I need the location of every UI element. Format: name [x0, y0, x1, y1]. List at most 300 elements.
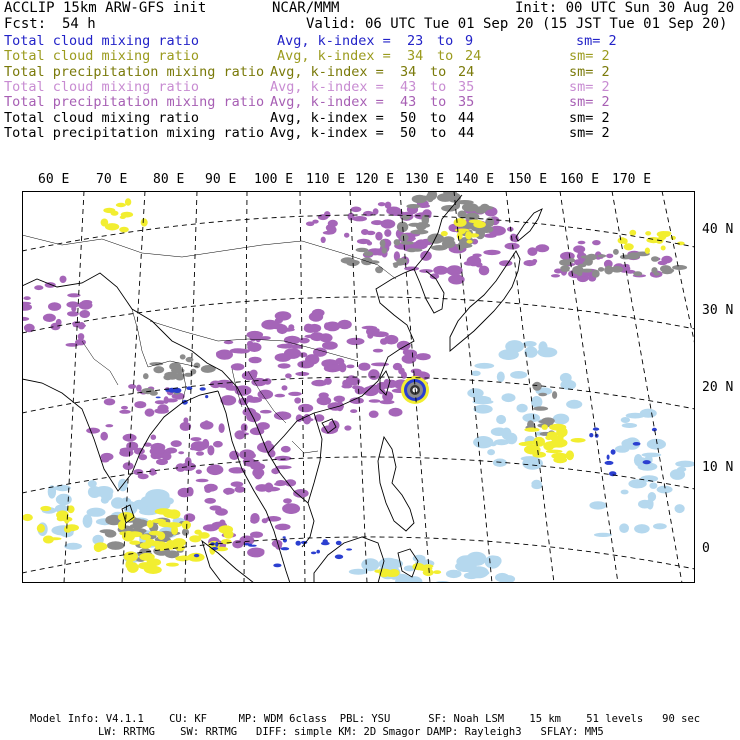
precip-cell — [532, 382, 541, 391]
precip-cell — [328, 220, 338, 227]
precip-cell — [483, 250, 500, 255]
field-k-start: 50 — [400, 124, 417, 141]
precip-cell — [196, 470, 202, 475]
precip-cell — [145, 409, 155, 417]
precip-cell — [437, 193, 453, 202]
precip-cell — [611, 449, 616, 454]
precip-cell — [250, 513, 259, 524]
precip-cell — [119, 410, 131, 414]
precip-cell — [101, 489, 113, 501]
precip-cell — [155, 400, 166, 404]
precip-cell — [366, 231, 375, 235]
precip-cell — [278, 363, 291, 368]
lon-label: 80 E — [153, 172, 185, 187]
precip-cell — [474, 405, 493, 414]
precip-cell — [347, 338, 365, 345]
precip-cell — [34, 285, 43, 290]
precip-cell — [285, 373, 292, 378]
field-k-end: 44 — [458, 124, 475, 141]
precip-cell — [412, 563, 424, 570]
field-smoothing: sm= 2 — [569, 124, 610, 141]
model-info-line1: Model Info: V4.1.1 CU: KF MP: WDM 6class PBL: YSU SF: Noah LSM 15 km 51 levels 90 sec — [30, 713, 701, 725]
precip-cell — [505, 243, 520, 250]
precip-cell — [322, 341, 338, 350]
precip-cell — [560, 373, 572, 383]
precip-cell — [672, 265, 687, 270]
precip-cell — [367, 241, 372, 245]
precip-cell — [566, 400, 582, 409]
precip-cell — [22, 514, 33, 521]
precip-cell — [288, 392, 302, 396]
precip-cell — [275, 311, 292, 320]
precip-cell — [675, 461, 695, 468]
precip-cell — [464, 572, 479, 579]
precip-cell — [311, 380, 327, 387]
precip-cell — [178, 451, 184, 454]
precip-cell — [363, 211, 374, 216]
precip-cell — [198, 532, 209, 539]
precip-cell — [140, 534, 151, 540]
precip-cell — [310, 332, 324, 341]
precip-cell — [494, 439, 509, 445]
precip-cell — [275, 394, 286, 398]
precip-cell — [130, 524, 144, 529]
precip-cell — [397, 341, 411, 351]
precip-cell — [568, 258, 575, 263]
field-k-start: 23 — [407, 33, 424, 49]
precip-cell — [274, 411, 291, 420]
precip-cell — [219, 525, 234, 534]
precip-cell — [328, 402, 344, 411]
precip-cell — [378, 202, 386, 206]
precip-cell — [43, 314, 56, 322]
precip-cell — [581, 269, 593, 273]
precip-cell — [433, 570, 441, 574]
precip-cell — [369, 399, 381, 403]
lon-label: 90 E — [205, 172, 237, 187]
precip-cell — [231, 481, 244, 487]
precip-cell — [262, 518, 268, 523]
precip-cell — [457, 232, 463, 240]
precip-cell — [406, 204, 420, 209]
precip-cell — [346, 365, 354, 369]
precip-cell — [128, 384, 136, 389]
precip-cell — [373, 349, 383, 353]
precip-cell — [66, 343, 79, 347]
precip-cell — [649, 483, 657, 489]
precip-cell — [368, 369, 380, 380]
precip-cell — [352, 385, 361, 389]
precip-cell — [339, 363, 347, 373]
precip-cell — [519, 442, 531, 446]
precip-cell — [56, 494, 72, 505]
precip-cell — [283, 536, 286, 538]
precip-cell — [171, 440, 182, 447]
field-smoothing: sm= 2 — [569, 109, 610, 126]
precip-cell — [79, 310, 90, 318]
precip-cell — [490, 556, 501, 566]
precip-cell — [40, 506, 51, 511]
fcst-value: 54 h — [62, 16, 96, 32]
precip-cell — [346, 548, 352, 550]
precip-cell — [207, 445, 214, 455]
precip-cell — [321, 237, 326, 243]
precip-cell — [125, 198, 131, 205]
precip-cell — [633, 271, 642, 276]
precip-cell — [313, 348, 327, 357]
precip-cell — [398, 368, 405, 375]
precip-cell — [123, 434, 137, 442]
precip-cell — [618, 237, 627, 244]
field-smoothing: sm= 2 — [569, 94, 610, 111]
precip-cell — [375, 232, 382, 241]
precip-cell — [275, 524, 291, 531]
precip-cell — [250, 427, 264, 435]
precip-cell — [154, 453, 162, 459]
precip-cell — [532, 259, 537, 263]
precip-cell — [316, 550, 320, 554]
precip-cell — [394, 239, 401, 245]
field-avg-label: Avg, k-index = — [270, 94, 384, 111]
precip-cell — [296, 541, 301, 546]
precip-cell — [60, 276, 67, 283]
field-k-end: 9 — [465, 33, 474, 49]
precip-cell — [260, 410, 272, 414]
precip-cell — [283, 498, 292, 503]
field-smoothing: sm= 2 — [569, 78, 610, 95]
precip-cell — [469, 220, 482, 224]
precip-cell — [199, 443, 206, 447]
precip-cell — [119, 449, 133, 457]
precip-cell — [385, 202, 392, 209]
precip-cell — [141, 496, 155, 507]
lon-label: 100 E — [254, 172, 294, 187]
precip-cell — [153, 366, 164, 373]
precip-cell — [159, 522, 173, 527]
field-smoothing: sm= 2 — [569, 63, 610, 80]
precip-cell — [224, 340, 234, 344]
precip-cell — [219, 423, 225, 433]
precip-cell — [255, 332, 261, 342]
precip-cell — [207, 465, 224, 476]
precip-cell — [190, 447, 198, 450]
precip-cell — [551, 274, 560, 277]
precip-cell — [441, 231, 448, 236]
precip-cell — [255, 484, 268, 492]
precip-cell — [281, 446, 291, 453]
precip-cell — [629, 230, 636, 236]
precip-cell — [393, 263, 398, 268]
precip-cell — [78, 333, 85, 340]
lat-label: 20 N — [702, 380, 734, 395]
lon-label: 60 E — [38, 172, 70, 187]
precip-cell — [633, 442, 641, 446]
precip-cell — [215, 508, 228, 515]
precip-cell — [597, 254, 606, 257]
precip-cell — [171, 525, 178, 535]
precip-cell — [194, 363, 201, 369]
precip-cell — [118, 521, 126, 530]
precip-cell — [366, 328, 373, 335]
precip-cell — [503, 575, 515, 583]
precip-cell — [478, 570, 489, 575]
precip-cell — [139, 454, 147, 460]
precip-cell — [109, 543, 119, 549]
precip-cell — [336, 541, 342, 545]
precip-cell — [282, 503, 300, 514]
precip-cell — [261, 320, 278, 330]
precip-cell — [456, 555, 477, 568]
precip-cell — [141, 218, 148, 226]
precip-cell — [350, 409, 357, 413]
precip-cell — [352, 216, 367, 221]
precip-cell — [670, 469, 685, 480]
lat-label: 40 N — [702, 222, 734, 237]
precip-cell — [303, 414, 311, 425]
precip-cell — [215, 542, 218, 547]
precip-cell — [419, 204, 430, 208]
field-name: Total precipitation mixing ratio — [4, 63, 265, 80]
precip-cell — [123, 462, 134, 470]
precip-cell — [561, 269, 570, 272]
precip-cell — [675, 504, 685, 513]
precip-cell — [344, 233, 349, 238]
precip-cell — [653, 523, 667, 529]
precip-cell — [651, 256, 659, 262]
precip-cell — [205, 395, 208, 398]
precip-cell — [124, 551, 138, 561]
precip-cell — [663, 231, 672, 236]
precip-cell — [571, 438, 586, 443]
precip-cell — [203, 420, 210, 429]
precip-cell — [100, 432, 108, 441]
precip-cell — [265, 441, 271, 446]
precip-cell — [140, 542, 152, 549]
precip-cell — [598, 267, 604, 272]
precip-cell — [149, 468, 156, 475]
precip-cell — [577, 271, 582, 276]
precip-cell — [277, 324, 288, 334]
precip-cell — [186, 386, 192, 390]
precip-cell — [589, 501, 606, 509]
precip-cell — [371, 331, 389, 337]
precip-cell — [433, 266, 448, 275]
precip-cell — [246, 397, 262, 403]
map-panel — [22, 191, 695, 583]
precip-cell — [204, 484, 218, 492]
field-avg-label: Avg, k-index = — [270, 109, 384, 126]
lon-label: 130 E — [405, 172, 445, 187]
precip-cell — [369, 411, 379, 418]
precip-cell — [276, 480, 287, 485]
precip-cell — [275, 456, 292, 461]
lon-label: 160 E — [560, 172, 600, 187]
field-k-end: 35 — [458, 78, 475, 95]
field-to: to — [430, 109, 447, 126]
precip-cell — [411, 369, 422, 374]
precip-cell — [464, 261, 475, 266]
precip-cell — [378, 569, 391, 575]
field-name: Total cloud mixing ratio — [4, 109, 200, 126]
precip-cell — [549, 424, 566, 431]
precip-cell — [234, 486, 245, 493]
field-avg-label: Avg, k-index = — [270, 124, 384, 141]
precip-cell — [535, 244, 549, 252]
precip-cell — [121, 212, 133, 218]
precip-cell — [129, 541, 140, 545]
precip-cell — [446, 570, 462, 578]
precip-cell — [497, 372, 505, 383]
field-k-end: 44 — [458, 109, 475, 126]
precip-cell — [538, 341, 547, 353]
precip-cell — [285, 479, 296, 486]
precip-cell — [472, 254, 481, 258]
precip-cell — [121, 406, 128, 410]
precip-cell — [465, 231, 472, 239]
precip-cell — [405, 350, 418, 358]
precip-cell — [43, 536, 54, 544]
precip-cell — [640, 409, 657, 418]
precip-cell — [334, 396, 345, 403]
field-smoothing: sm= 2 — [569, 48, 610, 65]
precip-cell — [144, 566, 153, 573]
precip-cell — [380, 239, 385, 247]
precip-cell — [252, 468, 264, 478]
lon-label: 170 E — [612, 172, 652, 187]
precip-cell — [309, 312, 323, 322]
precip-cell — [151, 435, 157, 440]
precip-cell — [273, 564, 281, 568]
precip-cell — [456, 200, 474, 204]
precip-cell — [485, 217, 494, 227]
precip-cell — [297, 360, 314, 368]
lat-label: 10 N — [702, 460, 734, 475]
lon-label: 120 E — [355, 172, 395, 187]
precip-cell — [416, 353, 431, 360]
precip-cell — [613, 249, 619, 255]
precip-cell — [356, 248, 369, 252]
field-to: to — [430, 124, 447, 141]
precip-cell — [473, 436, 493, 448]
precip-cell — [375, 266, 383, 273]
precip-cell — [455, 229, 470, 232]
field-k-start: 50 — [400, 109, 417, 126]
precip-cell — [471, 371, 481, 376]
precip-cell — [323, 539, 328, 543]
precip-cell — [162, 452, 172, 460]
field-avg-label: Avg, k-index = — [270, 63, 384, 80]
precip-cell — [645, 231, 651, 235]
precip-cell — [661, 246, 666, 251]
field-k-end: 24 — [465, 48, 482, 65]
precip-cell — [499, 260, 512, 266]
precip-cell — [196, 451, 204, 456]
field-avg-label: Avg, k-index = — [270, 78, 384, 95]
precip-cell — [595, 434, 599, 438]
precip-cell — [474, 363, 494, 369]
precip-cell — [510, 371, 527, 379]
precip-cell — [138, 474, 149, 480]
precip-cell — [634, 524, 650, 533]
precip-cell — [446, 265, 462, 275]
precip-cell — [361, 558, 379, 571]
precip-cell — [407, 248, 417, 252]
precip-cell — [606, 254, 613, 259]
precip-cell — [605, 461, 614, 465]
precip-cell — [416, 222, 427, 230]
precip-cell — [122, 531, 135, 542]
precip-cell — [502, 393, 516, 402]
precip-cell — [229, 451, 239, 460]
precip-cell — [645, 248, 650, 254]
fcst-label: Fcst: — [4, 16, 47, 32]
precip-cell — [384, 229, 391, 237]
precip-cell — [578, 252, 585, 256]
precip-cell — [37, 524, 45, 533]
precip-cell — [71, 306, 76, 311]
precip-cell — [105, 530, 117, 538]
precip-cell — [249, 357, 262, 364]
precip-cell — [247, 342, 261, 352]
precip-cell — [487, 449, 495, 455]
precip-cell — [306, 222, 314, 227]
precip-cell — [329, 420, 340, 431]
precip-cell — [412, 195, 428, 204]
precip-cell — [380, 338, 388, 345]
precip-cell — [119, 227, 129, 233]
precip-cell — [156, 397, 161, 399]
precip-cell — [78, 301, 92, 310]
precip-cell — [105, 223, 119, 230]
precip-cell — [268, 450, 276, 458]
precip-cell — [147, 558, 162, 566]
field-name: Total cloud mixing ratio — [4, 33, 200, 49]
precip-cell — [194, 554, 199, 557]
lon-label: 70 E — [96, 172, 128, 187]
field-name: Total cloud mixing ratio — [4, 78, 200, 95]
precip-cell — [593, 428, 599, 431]
precip-cell — [134, 401, 146, 408]
precip-cell — [622, 423, 637, 428]
precip-cell — [88, 480, 97, 487]
precip-cell — [275, 353, 292, 362]
precip-cell — [654, 272, 660, 276]
precip-cell — [344, 425, 351, 430]
precip-cell — [371, 363, 389, 367]
precip-cell — [103, 208, 115, 213]
precip-cell — [241, 423, 248, 432]
precip-cell — [157, 404, 168, 412]
field-k-end: 24 — [458, 63, 475, 80]
precip-cell — [621, 417, 630, 423]
precip-cell — [443, 236, 455, 243]
precip-cell — [319, 392, 329, 398]
precip-cell — [551, 453, 568, 459]
precip-cell — [496, 415, 506, 424]
precip-cell — [281, 547, 290, 550]
precip-cell — [55, 485, 71, 491]
precip-cell — [166, 563, 179, 567]
precip-cell — [619, 523, 629, 533]
precip-cell — [298, 404, 313, 412]
precip-cell — [592, 240, 601, 245]
precip-cell — [634, 454, 643, 466]
precip-cell — [213, 441, 223, 448]
precip-cell — [524, 428, 539, 432]
precip-cell — [94, 543, 103, 552]
precip-cell — [369, 260, 380, 264]
precip-cell — [48, 302, 61, 311]
